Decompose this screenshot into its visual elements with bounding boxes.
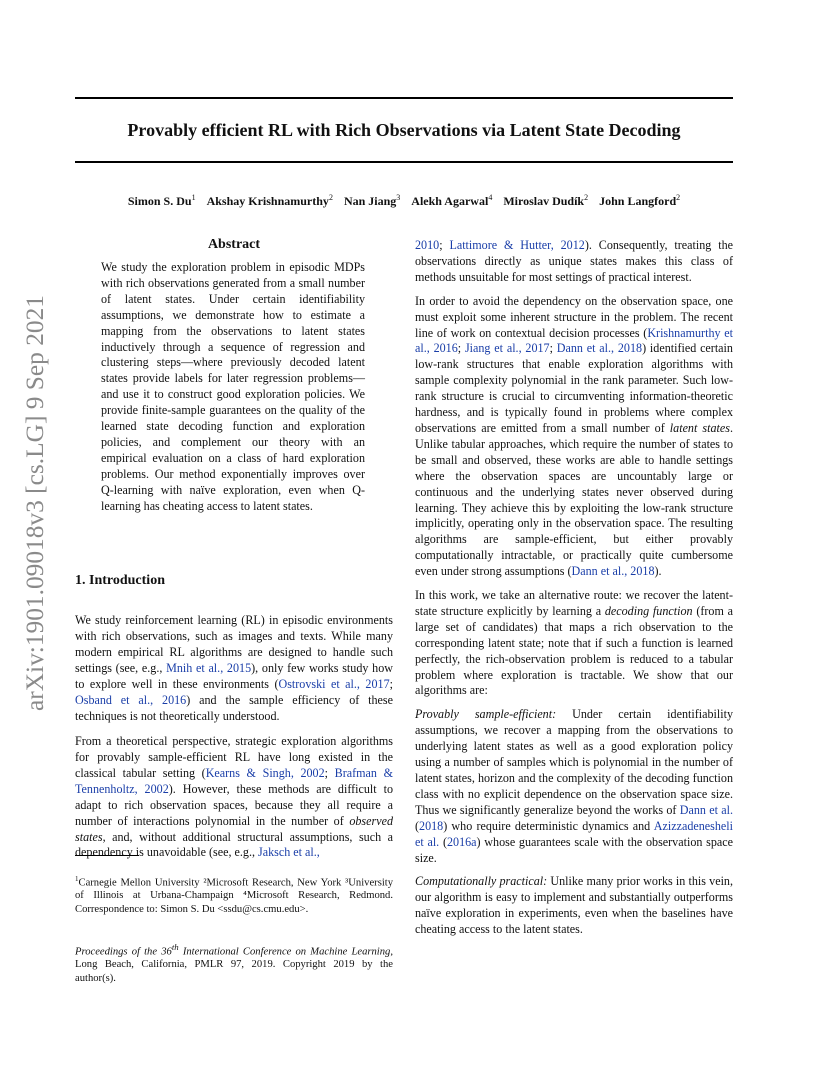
body-paragraph: Computationally practical: Unlike many prior works in this vein, our algorithm is easy to implement and substantially outperforms naïve exploration in experiments, even when the baselines have cheating access to the latent states. [415,874,733,937]
body-paragraph: 2010; Lattimore & Hutter, 2012). Consequently, treating the observations directly as unique states makes this class of methods unsuitable for most settings of practical interest. [415,238,733,284]
title-rule-bottom [75,161,733,163]
citation-link[interactable]: Azizzadenesheli et al. [415,818,733,849]
footnote-rule [75,855,139,856]
section-heading-introduction: 1. Introduction [75,573,165,588]
citation-link[interactable]: Dann et al. [679,802,733,817]
arxiv-stamp [14,293,54,713]
citation-link[interactable]: 2016a [446,834,477,849]
author: Alekh Agarwal$^4$ [411,193,493,208]
author: Simon S. Du$^1$ [127,193,196,208]
paper-title: Provably efficient RL with Rich Observations via Latent State Decoding [127,120,681,140]
body-paragraph: Provably sample-efficient: Under certain identifiability assumptions, we recover a mapping from the observations to underlying latent states as well as a good exploration policy using a number of samples which is polynomial in the number of latent states, horizon and the complexity of the decoding function class with no explicit dependence on the observation space size. Thus we significantly generalize beyond the works of Dann et al. (2018) who require deterministic dynamics and Azizzadenesheli et al. (2016a) whose guarantees scale with the observation space size. [415,707,733,865]
citation-link[interactable]: Mnih et al., 2015 [166,660,252,675]
author: Nan Jiang$^3$ [343,193,401,208]
abstract-text: We study the exploration problem in episodic MDPs with rich observations generated from a small number of latent states. Under certain identifiability assumptions, we demonstrate how to estimate a mapping from the observations to latent states inductively through a sequence of regression and clustering steps—where previously decoded latent states provide labels for later regression problems—and use it to construct good exploration policies. We provide finite-sample guarantees on the quality of the learned state decoding function and exploration policies, and complement our theory with an empirical evaluation on a class of hard exploration problems. Our method exponentially improves over Q-learning with naïve exploration, even when Q-learning has cheating access to latent states. [101,260,365,513]
citation-link[interactable]: Kearns & Singh, 2002 [205,765,325,780]
intro-paragraph: We study reinforcement learning (RL) in episodic environments with rich observations, such as images and texts. While many modern empirical RL algorithms are designed to handle such settings (see, e.g., Mnih et al., 2015), only few works study how to explore well in these environments (Ostrovski et al., 2017; Osband et al., 2016) and the sample efficiency of these techniques is not theoretically understood. [75,613,393,723]
author-list [60,190,748,209]
citation-link[interactable]: Dann et al., 2018 [556,341,643,356]
citation-link[interactable]: 2010 [415,238,440,252]
citation-link[interactable]: 2018 [419,818,444,833]
citation-link[interactable]: Lattimore & Hutter, 2012 [449,238,585,252]
citation-link[interactable]: Osband et al., 2016 [75,692,187,707]
citation-link[interactable]: Ostrovski et al., 2017 [278,676,390,691]
author: Akshay Krishnamurthy$^2$ [206,193,333,208]
author: John Langford$^2$ [599,193,681,208]
affiliation-footnote: $^1$Carnegie Mellon University ²Microsoft Research, New York ³University of Illinois at Urbana-Champaign ⁴Microsoft Research, Redmond. Correspondence to: Simon S. Du <ssdu@cs.cmu.edu>. [75,874,393,915]
proceedings-note: Proceedings of the 36th International Conference on Machine Learning, Long Beach, California, PMLR 97, 2019. Copyright 2019 by the author(s). [75,941,393,984]
body-paragraph: In this work, we take an alternative route: we recover the latent-state structure explicitly by learning a decoding function (from a large set of candidates) that maps a rich observation to the corresponding latent state; note that if such a function is learned perfectly, the rich-observation problem is reduced to a tabular problem where exploration is tractable. We show that our algorithms are: [415,588,733,698]
body-paragraph: In order to avoid the dependency on the observation space, one must exploit some inherent structure in the problem. The recent line of work on contextual decision processes (Krishnamurthy et al., 2016; Jiang et al., 2017; Dann et al., 2018) identified certain low-rank structures that enable exploration algorithms with sample complexity polynomial in the rank parameter. Such low-rank structure is crucial to circumventing information-theoretic hardness, and is typically found in problems where complex observations are emitted from a small number of latent states. Unlike tabular approaches, which require the number of states to be small and observed, these works are able to handle settings where the observation spaces are uncountably large or continuous and the underlying states never observed during learning. They achieve this by exploiting the low-rank structure implicitly, operating only in the observation space. The resulting algorithms are sample-efficient, but either provably computationally intractable, or practically quite cumbersome even under strong assumptions (Dann et al., 2018). [415,293,733,579]
intro-paragraph: From a theoretical perspective, strategic exploration algorithms for provably sample-efficient RL have long existed in the classical tabular setting (Kearns & Singh, 2002; Brafman & Tennenholtz, 2002). However, these methods are difficult to adapt to rich observation spaces, because they all require a number of interactions polynomial in the number of observed states, and, without additional structural assumptions, such a dependency is unavoidable (see, e.g., Jaksch et al., [75,734,393,860]
right-column [415,238,733,938]
left-column [75,236,393,515]
citation-link[interactable]: Krishnamurthy et al., 2016 [415,325,733,356]
citation-link[interactable]: Dann et al., 2018 [571,564,655,579]
citation-link[interactable]: Jaksch et al., [258,845,320,860]
svg-text:arXiv:1901.09018v3 [cs.LG] 9: arXiv:1901.09018v3 [cs.LG] 9 Sep 2021 [20,293,49,711]
citation-link[interactable]: Jiang et al., 2017 [464,341,550,356]
title-rule-top [75,97,733,99]
abstract-heading: Abstract [207,237,261,252]
author: Miroslav Dudík$^2$ [503,193,589,208]
citation-link[interactable]: Brafman & Tennenholtz, 2002 [75,765,393,796]
